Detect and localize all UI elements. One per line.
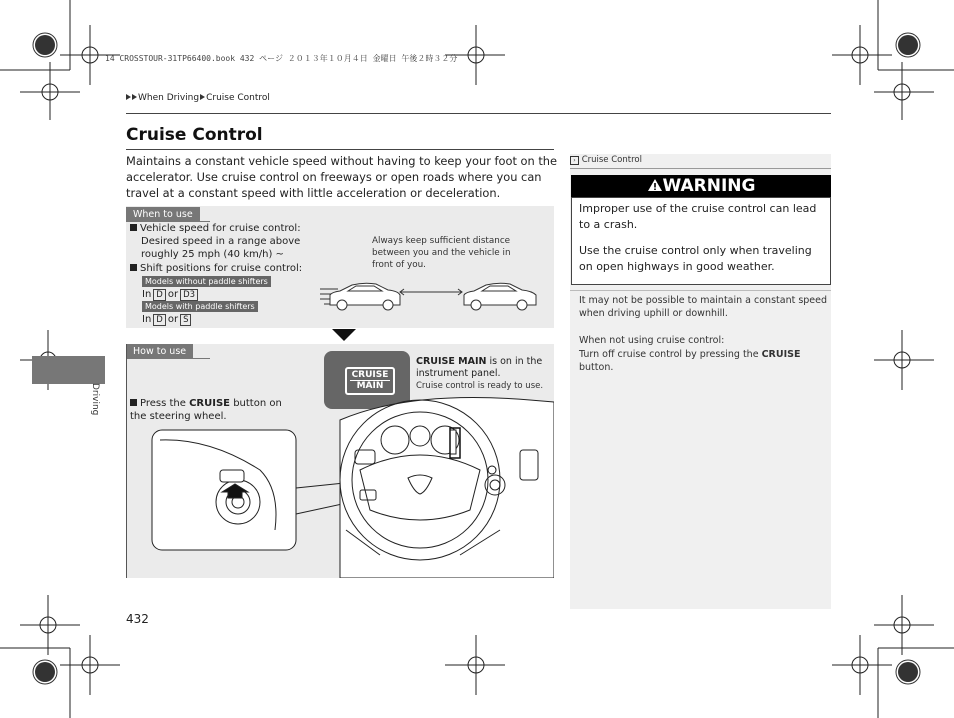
- model-tag-paddle: Models with paddle shifters: [142, 301, 258, 312]
- warning-body: [571, 197, 831, 285]
- steering-wheel-illustration: [150, 380, 554, 578]
- tag-rule: [126, 221, 210, 222]
- breadcrumb-item[interactable]: Cruise Control: [206, 93, 270, 103]
- warning-text-2: Use the cruise control only when traveling on open highways in good weather.: [579, 244, 812, 273]
- warning-triangle-icon: [647, 178, 663, 192]
- note-constant-speed: It may not be possible to maintain a constant speed when driving uphill or downhill.: [579, 295, 828, 319]
- side-panel-header: › Cruise Control: [570, 155, 831, 165]
- shift-d-box: D: [153, 314, 166, 326]
- note-not-using-body: Turn off cruise control by pressing the CRUISE button.: [579, 349, 801, 373]
- intro-text: Maintains a constant vehicle speed without having to keep your foot on the accelerator. Use cruise control on freeways or open roads where you can travel at a constant speed with little acceleration or deceleration.: [126, 154, 558, 200]
- print-header: 14 CROSSTOUR-31TP66400.book 432 ページ ２０１３年１０月４日 金曜日 午後２時３２分: [105, 54, 458, 63]
- breadcrumb: [126, 93, 270, 103]
- cruise-main-text: CRUISE MAIN is on in the instrument panel.: [416, 356, 543, 379]
- warning-bottom-rule: [570, 290, 831, 291]
- reference-icon: ›: [570, 156, 579, 165]
- page-number: 432: [126, 612, 149, 626]
- breadcrumb-arrow-icon: [200, 94, 205, 100]
- warning-text-1: Improper use of the cruise control can lead to a crash.: [579, 202, 817, 231]
- model-tag-no-paddle: Models without paddle shifters: [142, 276, 271, 287]
- condition-speed-detail: Desired speed in a range above roughly 25 mph (40 km/h) ~: [141, 236, 301, 260]
- breadcrumb-arrow-icon: [126, 94, 131, 100]
- shift-s-box: S: [180, 314, 191, 326]
- shift-positions-paddle: In D or S: [142, 314, 193, 327]
- side-panel-head-rule: [570, 168, 831, 169]
- shift-positions-no-paddle: In D or D3: [142, 289, 200, 302]
- how-to-use-tag: How to use: [126, 344, 193, 359]
- condition-shift: Shift positions for cruise control:: [130, 263, 320, 276]
- how-to-use-left-rule: [126, 344, 127, 578]
- when-to-use-tag: When to use: [126, 207, 200, 222]
- distance-note: Always keep sufficient distance between you and the vehicle in front of you.: [372, 236, 511, 270]
- section-tab-label: Driving: [90, 383, 100, 416]
- press-cruise-instruction: Press the CRUISE button on the steering wheel.: [130, 398, 282, 422]
- shift-d3-box: D3: [180, 289, 198, 301]
- bullet-icon: [130, 399, 137, 406]
- title-rule: [126, 149, 554, 150]
- breadcrumb-item[interactable]: When Driving: [138, 93, 200, 103]
- section-tab: [32, 356, 105, 384]
- down-arrow-icon: [332, 329, 356, 343]
- breadcrumb-arrow-icon: [132, 94, 137, 100]
- condition-speed: Vehicle speed for cruise control:: [130, 223, 310, 236]
- cruise-main-icon: CRUISE MAIN: [345, 367, 395, 395]
- header-rule: [126, 113, 831, 114]
- tag-rule: [126, 358, 210, 359]
- shift-d-box: D: [153, 289, 166, 301]
- following-distance-illustration: [318, 275, 548, 315]
- bullet-icon: [130, 264, 137, 271]
- note-not-using-title: When not using cruise control:: [579, 335, 725, 346]
- warning-banner: WARNING: [571, 175, 831, 197]
- bullet-icon: [130, 224, 137, 231]
- cruise-ready-text: Cruise control is ready to use.: [416, 381, 544, 391]
- page-title: Cruise Control: [126, 125, 263, 145]
